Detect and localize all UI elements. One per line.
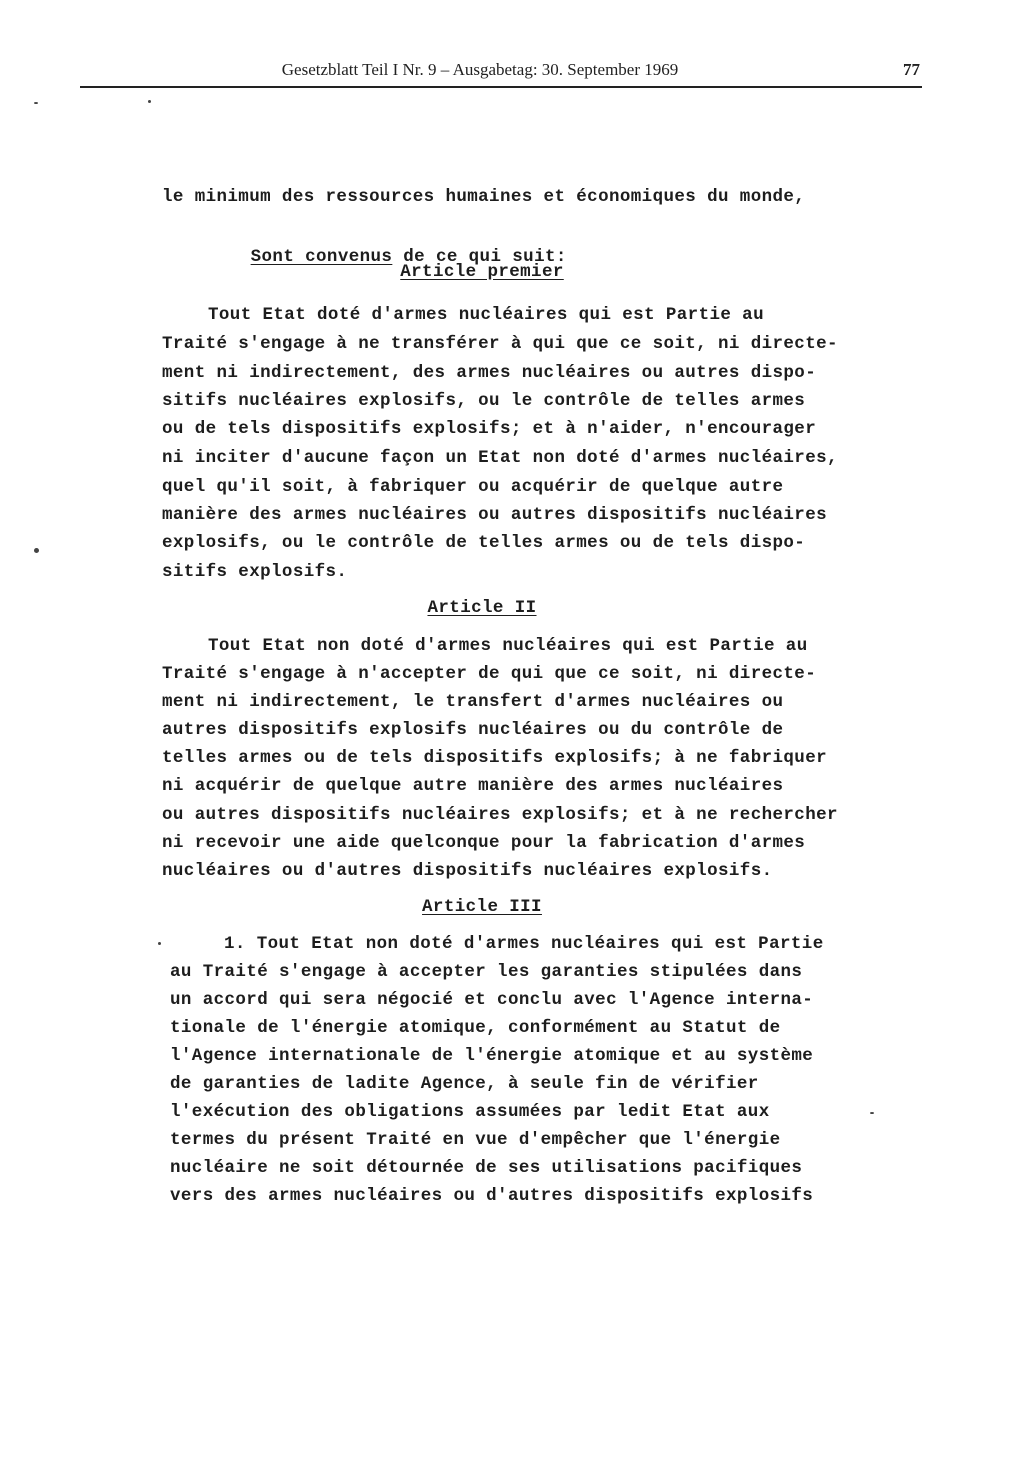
article-1-line: ment ni indirectement, des armes nucléaires ou autres dispo- <box>162 363 817 383</box>
intro-line: le minimum des ressources humaines et économiques du monde, <box>162 187 806 207</box>
scan-speck <box>148 100 151 103</box>
scan-speck <box>870 1112 874 1114</box>
article-1-line: quel qu'il soit, à fabriquer ou acquérir de quelque autre <box>162 477 784 497</box>
article-1-line: Tout Etat doté d'armes nucléaires qui est Partie au <box>208 305 764 325</box>
article-1-line: sitifs explosifs. <box>162 562 348 582</box>
article-1-line: ou de tels dispositifs explosifs; et à n'aider, n'encourager <box>162 419 817 439</box>
article-3-line: au Traité s'engage à accepter les garanties stipulées dans <box>170 962 803 982</box>
article-3-line: 1. Tout Etat non doté d'armes nucléaires qui est Partie <box>224 934 824 954</box>
article-1-line: Traité s'engage à ne transférer à qui que ce soit, ni directe- <box>162 334 838 354</box>
article-2-line: Tout Etat non doté d'armes nucléaires qui est Partie au <box>208 636 808 656</box>
article-2-line: nucléaires ou d'autres dispositifs nucléaires explosifs. <box>162 861 773 881</box>
article-2-line: ment ni indirectement, le transfert d'armes nucléaires ou <box>162 692 784 712</box>
scan-speck <box>158 942 161 945</box>
convened-emphasis: Sont convenus <box>250 247 393 267</box>
page-number: 77 <box>903 60 920 79</box>
article-1-line: sitifs nucléaires explosifs, ou le contrôle de telles armes <box>162 391 806 411</box>
article-3-line: l'Agence internationale de l'énergie atomique et au système <box>170 1046 814 1066</box>
article-2-line: telles armes ou de tels dispositifs explosifs; à ne fabriquer <box>162 748 828 768</box>
article-2-line: ni acquérir de quelque autre manière des armes nucléaires <box>162 776 784 796</box>
article-2-line: ou autres dispositifs nucléaires explosifs; et à ne rechercher <box>162 805 838 825</box>
article-1-line: manière des armes nucléaires ou autres dispositifs nucléaires <box>162 505 828 525</box>
article-3-line: nucléaire ne soit détournée de ses utilisations pacifiques <box>170 1158 803 1178</box>
article-3-line: tionale de l'énergie atomique, conformément au Statut de <box>170 1018 781 1038</box>
article-1-line: ni inciter d'aucune façon un Etat non doté d'armes nucléaires, <box>162 448 838 468</box>
scan-speck <box>34 548 39 553</box>
article-1-line: explosifs, ou le contrôle de telles armes ou de tels dispo- <box>162 533 806 553</box>
convened-rest: de ce qui suit: <box>392 247 567 267</box>
article-3-line: l'exécution des obligations assumées par ledit Etat aux <box>170 1102 770 1122</box>
article-2-heading: Article II <box>427 598 537 618</box>
article-3-heading: Article III <box>422 897 542 917</box>
gazette-title: Gesetzblatt Teil I Nr. 9 – Ausgabetag: 30. September 1969 <box>281 60 679 79</box>
header-rule <box>80 86 922 88</box>
page-header <box>80 60 920 84</box>
article-2-line: ni recevoir une aide quelconque pour la fabrication d'armes <box>162 833 806 853</box>
article-2-line: autres dispositifs explosifs nucléaires ou du contrôle de <box>162 720 784 740</box>
article-3-line: de garanties de ladite Agence, à seule fin de vérifier <box>170 1074 759 1094</box>
article-3-line: vers des armes nucléaires ou d'autres dispositifs explosifs <box>170 1186 814 1206</box>
article-3-line: termes du présent Traité en vue d'empêcher que l'énergie <box>170 1130 781 1150</box>
article-1-heading: Article premier <box>400 262 564 282</box>
article-2-line: Traité s'engage à n'accepter de qui que ce soit, ni directe- <box>162 664 817 684</box>
scan-speck <box>34 102 38 104</box>
article-3-line: un accord qui sera négocié et conclu avec l'Agence interna- <box>170 990 814 1010</box>
